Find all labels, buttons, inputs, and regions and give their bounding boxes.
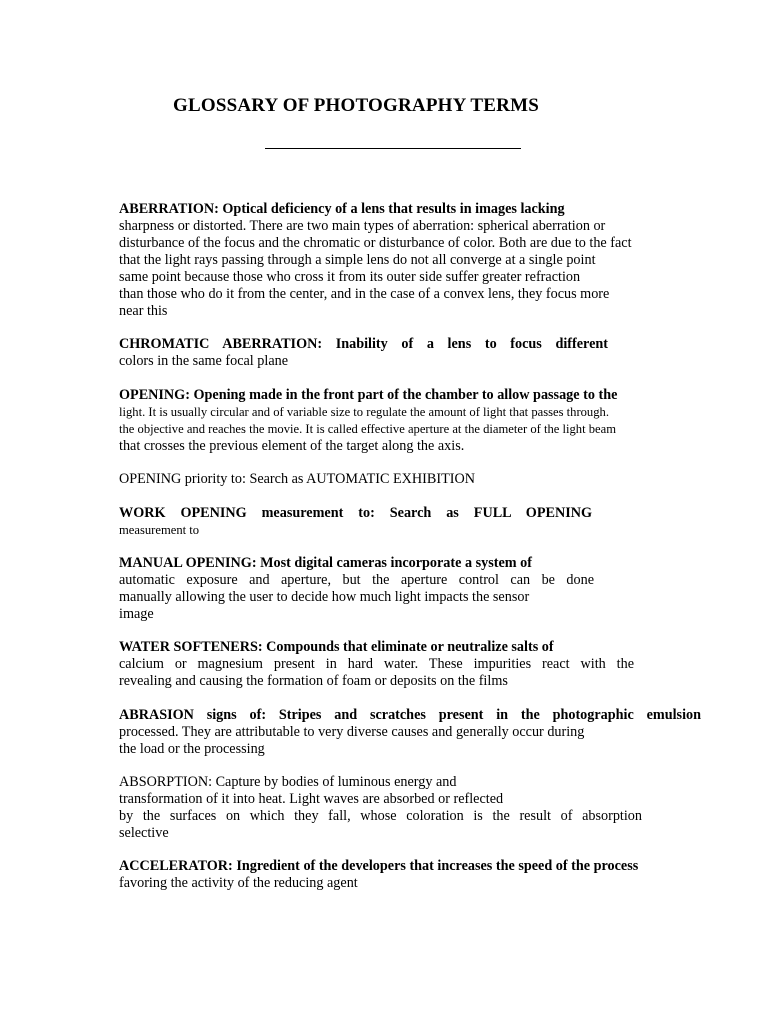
entry-opening (119, 387, 709, 455)
definition-line: by the surfaces on which they fall, whose coloration is the result of absorption (119, 808, 642, 824)
definition-line: transformation of it into heat. Light waves are absorbed or reflected (119, 791, 504, 807)
definition-line: measurement to (119, 523, 200, 537)
entry-chromatic-aberration (119, 336, 709, 370)
definition-line: sharpness or distorted. There are two main types of aberration: spherical aberration or (119, 218, 606, 234)
definition-line: image (119, 606, 154, 622)
definition-line: ABSORPTION: Capture by bodies of luminous energy and (119, 774, 457, 790)
term-line: ABERRATION: Optical deficiency of a lens that results in images lacking (119, 201, 565, 217)
term-line: MANUAL OPENING: Most digital cameras incorporate a system of (119, 555, 532, 571)
definition-line: disturbance of the focus and the chromatic or disturbance of color. Both are due to the fact (119, 235, 632, 251)
definition-line: automatic exposure and aperture, but the aperture control can be done (119, 572, 594, 588)
definition-line: colors in the same focal plane (119, 353, 289, 369)
definition-line: favoring the activity of the reducing agent (119, 875, 358, 891)
term-line: WATER SOFTENERS: Compounds that eliminate or neutralize salts of (119, 639, 554, 655)
term-line: ABRASION signs of: Stripes and scratches present in the photographic emulsion (119, 707, 701, 723)
definition-line: calcium or magnesium present in hard water. These impurities react with the (119, 656, 634, 672)
entry-accelerator (119, 858, 709, 892)
definition-line: the objective and reaches the movie. It is called effective aperture at the diameter of the light beam (119, 422, 616, 436)
definition-line: processed. They are attributable to very diverse causes and generally occur during (119, 724, 585, 740)
title-underline-rule (265, 148, 521, 149)
definition-line: near this (119, 303, 168, 319)
page-title: GLOSSARY OF PHOTOGRAPHY TERMS (173, 95, 540, 116)
entry-aberration (119, 201, 709, 320)
definition-line: that crosses the previous element of the target along the axis. (119, 438, 465, 454)
entry-water-softeners (119, 639, 709, 690)
definition-line: manually allowing the user to decide how much light impacts the sensor (119, 589, 530, 605)
entry-absorption (119, 774, 709, 842)
definition-line: than those who do it from the center, and in the case of a convex lens, they focus more (119, 286, 610, 302)
definition-line: that the light rays passing through a simple lens do not all converge at a single point (119, 252, 596, 268)
entry-abrasion (119, 707, 709, 758)
term-line: CHROMATIC ABERRATION: Inability of a lens to focus different (119, 336, 608, 352)
entry-opening-priority (119, 471, 709, 488)
entry-manual-opening (119, 555, 709, 623)
definition-line: same point because those who cross it from its outer side suffer greater refraction (119, 269, 581, 285)
term-line: OPENING: Opening made in the front part of the chamber to allow passage to the (119, 387, 618, 403)
term-line: ACCELERATOR: Ingredient of the developers that increases the speed of the process (119, 858, 639, 874)
definition-line: light. It is usually circular and of variable size to regulate the amount of light that passes through. (119, 405, 609, 419)
definition-line: OPENING priority to: Search as AUTOMATIC EXHIBITION (119, 471, 475, 487)
definition-line: revealing and causing the formation of foam or deposits on the films (119, 673, 508, 689)
term-line: WORK OPENING measurement to: Search as FULL OPENING (119, 505, 592, 521)
definition-line: the load or the processing (119, 741, 265, 757)
definition-line: selective (119, 825, 169, 841)
entry-work-opening (119, 505, 709, 539)
